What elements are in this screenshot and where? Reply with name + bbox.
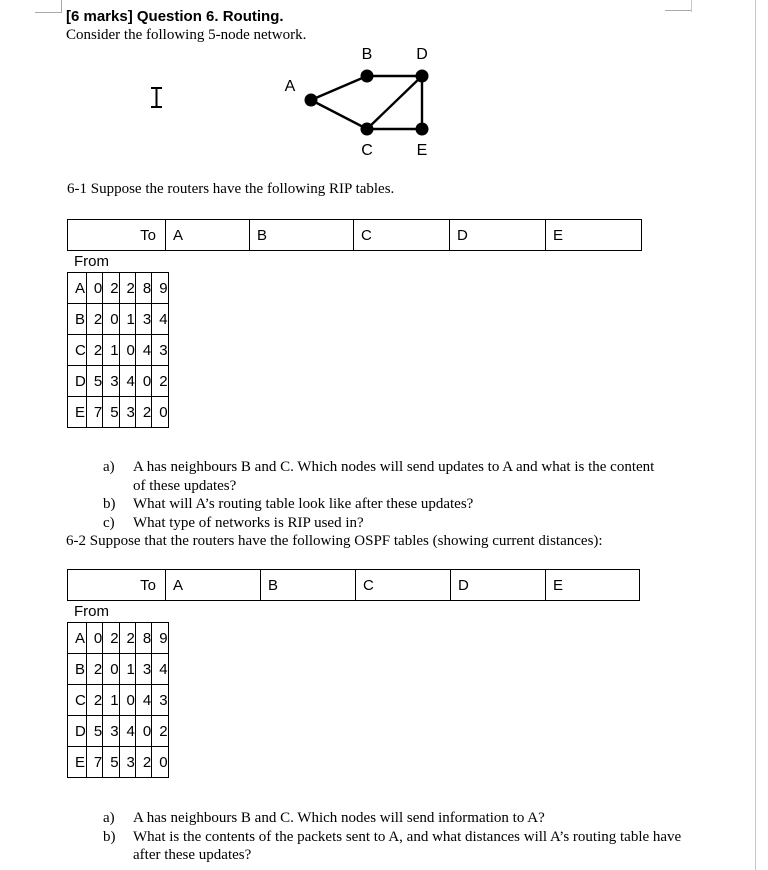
row-label-b: B — [68, 304, 87, 335]
cell-b-b: 0 — [103, 654, 119, 685]
cell-a-d: 8 — [135, 273, 151, 304]
edge-C-D — [367, 76, 422, 129]
cell-a-c: 2 — [119, 273, 135, 304]
list-marker-a: a) — [103, 810, 115, 826]
cell-e-d: 2 — [135, 397, 151, 428]
node-label-D: D — [416, 46, 428, 63]
cell-e-d: 2 — [135, 747, 151, 778]
row-label-e: E — [68, 397, 87, 428]
header-col-c: C — [356, 570, 451, 601]
header-corner-to: To — [68, 570, 166, 601]
header-col-a: A — [166, 220, 250, 251]
section-6-1-heading: 6-1 Suppose the routers have the following RIP tables. — [67, 181, 395, 197]
cell-e-c: 3 — [119, 747, 135, 778]
ospf-routing-table — [67, 569, 640, 601]
table-row — [68, 623, 169, 654]
list-text-a: A has neighbours B and C. Which nodes will send information to A? — [133, 810, 545, 826]
header-col-a: A — [166, 570, 261, 601]
text-ibeam-cursor — [150, 87, 163, 108]
table-header-row — [68, 570, 640, 601]
list-text-c: What type of networks is RIP used in? — [133, 514, 364, 531]
node-label-E: E — [416, 142, 428, 159]
table-row — [68, 716, 169, 747]
cell-d-c: 4 — [119, 716, 135, 747]
cell-c-b: 1 — [103, 335, 119, 366]
cell-d-a: 5 — [86, 716, 102, 747]
cell-c-b: 1 — [103, 685, 119, 716]
list-item — [103, 828, 683, 865]
cell-b-e: 4 — [152, 304, 168, 335]
cell-a-a: 0 — [86, 623, 102, 654]
cell-a-e: 9 — [152, 623, 168, 654]
cell-a-d: 8 — [135, 623, 151, 654]
list-item — [103, 458, 663, 495]
cell-e-b: 5 — [103, 747, 119, 778]
list-item — [103, 495, 663, 514]
cell-c-d: 4 — [135, 685, 151, 716]
page-margin-mark-top-right-vertical — [691, 0, 692, 12]
node-C — [361, 123, 374, 136]
table-row — [68, 335, 169, 366]
cell-c-c: 0 — [119, 335, 135, 366]
cell-e-b: 5 — [103, 397, 119, 428]
table-row — [68, 366, 169, 397]
cell-d-a: 5 — [86, 366, 102, 397]
cell-d-b: 3 — [103, 716, 119, 747]
row-label-d: D — [68, 716, 87, 747]
section-6-1-question-list — [103, 458, 663, 532]
rip-routing-table-body — [67, 272, 169, 428]
cell-e-a: 7 — [86, 747, 102, 778]
row-label-c: C — [68, 335, 87, 366]
table-row — [68, 304, 169, 335]
cell-b-c: 1 — [119, 304, 135, 335]
ospf-table-wrapper — [67, 569, 640, 778]
cell-b-a: 2 — [86, 304, 102, 335]
page-margin-mark-top-left — [35, 0, 62, 13]
cell-d-d: 0 — [135, 366, 151, 397]
row-label-a: A — [68, 273, 87, 304]
node-A — [305, 94, 318, 107]
node-label-C: C — [361, 142, 373, 159]
header-corner-from: From — [74, 253, 109, 270]
edge-A-C — [311, 100, 367, 129]
cell-c-a: 2 — [86, 335, 102, 366]
table-header-row — [68, 220, 642, 251]
node-E — [416, 123, 429, 136]
cell-a-b: 2 — [103, 273, 119, 304]
cell-b-d: 3 — [135, 654, 151, 685]
cell-c-d: 4 — [135, 335, 151, 366]
section-6-2-question-list — [103, 809, 683, 865]
table-row — [68, 747, 169, 778]
cell-d-d: 0 — [135, 716, 151, 747]
rip-table-wrapper — [67, 219, 642, 428]
list-item — [103, 809, 683, 828]
cell-b-b: 0 — [103, 304, 119, 335]
cell-b-d: 3 — [135, 304, 151, 335]
cell-b-c: 1 — [119, 654, 135, 685]
row-label-e: E — [68, 747, 87, 778]
cell-a-a: 0 — [86, 273, 102, 304]
cell-a-b: 2 — [103, 623, 119, 654]
list-marker-a: a) — [103, 459, 115, 475]
list-text-b: What will A’s routing table look like after these updates? — [133, 496, 474, 512]
cell-b-a: 2 — [86, 654, 102, 685]
rip-routing-table — [67, 219, 642, 251]
node-label-B: B — [361, 46, 373, 63]
cell-d-c: 4 — [119, 366, 135, 397]
node-D — [416, 70, 429, 83]
header-col-c: C — [354, 220, 450, 251]
row-label-c: C — [68, 685, 87, 716]
page-right-edge — [755, 0, 756, 870]
diagram-edges — [311, 76, 422, 129]
list-item — [103, 514, 663, 533]
list-marker-c: c) — [103, 514, 115, 531]
question-intro: Consider the following 5-node network. — [66, 27, 307, 43]
header-corner-from: From — [74, 603, 109, 620]
table-row — [68, 273, 169, 304]
cell-a-c: 2 — [119, 623, 135, 654]
network-diagram — [270, 45, 450, 170]
list-text-a: A has neighbours B and C. Which nodes will send updates to A and what is the content of these updates? — [133, 459, 655, 494]
header-col-b: B — [250, 220, 354, 251]
node-B — [361, 70, 374, 83]
cell-a-e: 9 — [152, 273, 168, 304]
cell-e-c: 3 — [119, 397, 135, 428]
ospf-routing-table-body — [67, 622, 169, 778]
list-marker-b: b) — [103, 496, 116, 512]
edge-A-B — [311, 76, 367, 100]
cell-c-a: 2 — [86, 685, 102, 716]
section-6-2-heading: 6-2 Suppose that the routers have the following OSPF tables (showing current distances): — [66, 533, 603, 549]
cell-d-b: 3 — [103, 366, 119, 397]
list-marker-b: b) — [103, 828, 116, 845]
header-col-e: E — [546, 220, 642, 251]
cell-c-c: 0 — [119, 685, 135, 716]
page-margin-mark-top-right — [665, 10, 691, 11]
cell-d-e: 2 — [152, 716, 168, 747]
table-row — [68, 654, 169, 685]
header-corner-to: To — [68, 220, 166, 251]
row-label-b: B — [68, 654, 87, 685]
table-row — [68, 397, 169, 428]
cell-c-e: 3 — [152, 335, 168, 366]
cell-d-e: 2 — [152, 366, 168, 397]
row-label-d: D — [68, 366, 87, 397]
diagram-nodes — [305, 70, 429, 136]
cell-e-e: 0 — [152, 397, 168, 428]
header-col-d: D — [451, 570, 546, 601]
cell-e-a: 7 — [86, 397, 102, 428]
table-row — [68, 685, 169, 716]
header-col-d: D — [450, 220, 546, 251]
row-label-a: A — [68, 623, 87, 654]
cell-b-e: 4 — [152, 654, 168, 685]
cell-c-e: 3 — [152, 685, 168, 716]
header-col-b: B — [261, 570, 356, 601]
list-text-b: What is the contents of the packets sent to A, and what distances will A’s routing table have after these updates? — [133, 828, 682, 863]
header-col-e: E — [546, 570, 640, 601]
node-label-A: A — [284, 78, 296, 95]
cell-e-e: 0 — [152, 747, 168, 778]
question-title: [6 marks] Question 6. Routing. — [66, 8, 284, 25]
